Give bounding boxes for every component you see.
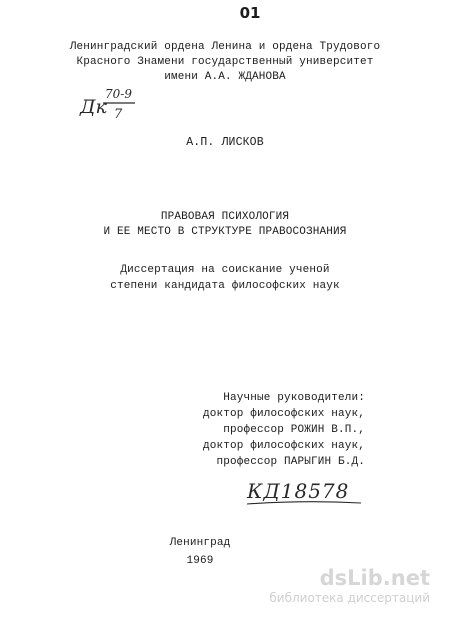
author-name: А.П. ЛИСКОВ xyxy=(186,136,264,149)
university-line: Ленинградский ордена Ленина и ордена Трудового xyxy=(69,41,381,53)
subtitle-line: Диссертация на соискание ученой xyxy=(120,264,330,276)
watermark-logo: dsLib.net xyxy=(319,566,430,590)
university-line: Красного Знамени государственный университет xyxy=(76,56,374,68)
city-name: Ленинград xyxy=(169,537,231,549)
handwritten-code-prefix: Дк xyxy=(80,96,107,118)
supervisor-line: доктор философских наук, xyxy=(202,440,365,452)
supervisors-block xyxy=(150,390,365,470)
inventory-mark-text: КД18578 xyxy=(247,479,350,503)
title-line: И ЕЕ МЕСТО В СТРУКТУРЕ ПРАВОСОЗНАНИЯ xyxy=(103,226,347,238)
handwritten-code-top: 70-9 xyxy=(105,87,132,101)
university-line: имени А.А. ЖДАНОВА xyxy=(164,71,286,83)
city-year-block xyxy=(110,534,290,570)
page-number: 01 xyxy=(239,4,261,22)
university-name xyxy=(60,40,390,85)
supervisors-heading: Научные руководители: xyxy=(223,392,365,404)
dslib-watermark xyxy=(262,566,432,606)
dissertation-title xyxy=(60,210,390,240)
subtitle-line: степени кандидата философских наук xyxy=(110,280,340,292)
dissertation-subtitle xyxy=(60,262,390,294)
supervisor-line: профессор РОЖИН В.П., xyxy=(223,424,365,436)
handwritten-catalog-code xyxy=(78,84,138,128)
watermark-subtitle: библиотека диссертаций xyxy=(269,591,430,605)
handwritten-inventory-mark xyxy=(245,474,365,508)
handwritten-code-bottom: 7 xyxy=(114,107,123,122)
supervisor-line: профессор ПАРЫГИН Б.Д. xyxy=(216,456,365,468)
year: 1969 xyxy=(186,555,214,567)
title-line: ПРАВОВАЯ ПСИХОЛОГИЯ xyxy=(160,211,290,223)
supervisor-line: доктор философских наук, xyxy=(202,408,365,420)
